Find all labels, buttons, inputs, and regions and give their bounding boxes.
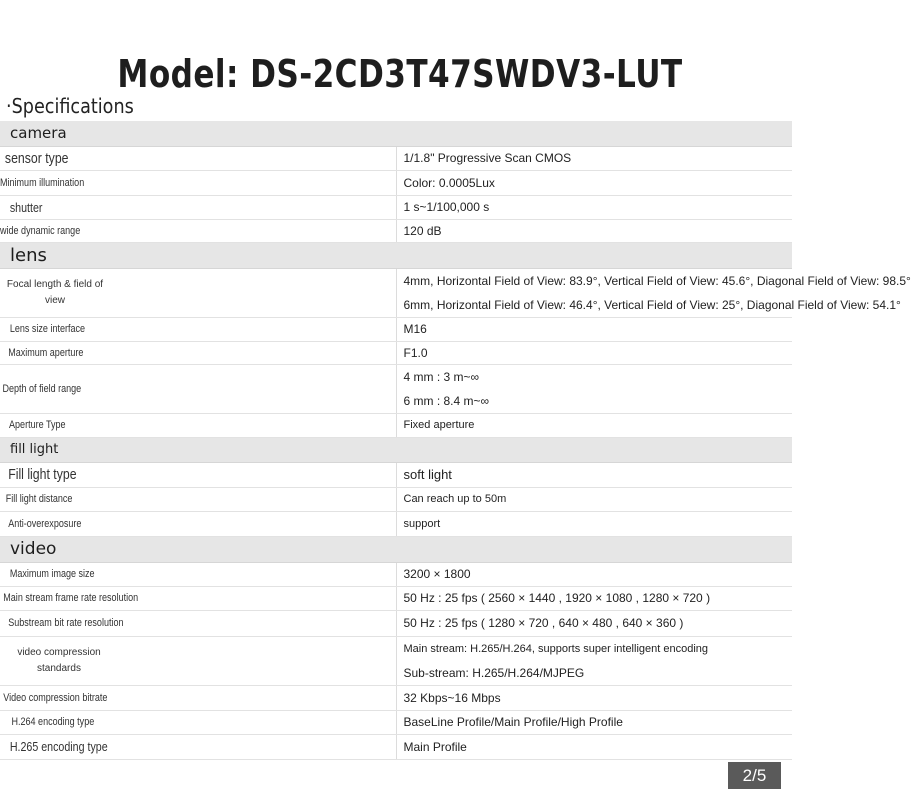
- section-title: fill light: [0, 437, 792, 462]
- value-aperture-type: Fixed aperture: [396, 413, 792, 437]
- label-wdr: wide dynamic range: [0, 224, 81, 237]
- compression-sub-stream: Sub-stream: H.265/H.264/MJPEG: [403, 665, 585, 680]
- table-row: [0, 413, 792, 437]
- focal-line-6mm: 6mm, Horizontal Field of View: 46.4°, Vertical Field of View: 25°, Diagonal Field of View: 54.1°: [403, 297, 901, 312]
- row-label: [0, 487, 396, 511]
- table-row: [0, 487, 792, 511]
- table-row: [0, 364, 792, 413]
- table-row: [0, 610, 792, 636]
- row-label: [0, 710, 396, 734]
- table-row: [0, 317, 792, 341]
- section-title: camera: [0, 121, 792, 146]
- table-row: [0, 268, 792, 317]
- focal-line-4mm: 4mm, Horizontal Field of View: 83.9°, Vertical Field of View: 45.6°, Diagonal Field of View: 98.5°: [403, 273, 911, 288]
- row-label: [0, 685, 396, 710]
- value-h265-type: Main Profile: [396, 734, 792, 759]
- table-row: [0, 170, 792, 195]
- table-row: [0, 685, 792, 710]
- label-sub-stream: Substream bit rate resolution: [8, 617, 124, 629]
- row-label: [0, 195, 396, 219]
- specifications-heading: ·Specifications: [6, 94, 134, 118]
- section-lens: [0, 242, 792, 268]
- row-label: [0, 511, 396, 536]
- row-label: [0, 610, 396, 636]
- table-row: [0, 219, 792, 242]
- value-max-image-size: 3200 × 1800: [396, 562, 792, 586]
- value-focal-length: [396, 268, 911, 317]
- label-focal-length: Focal length & field of view: [6, 278, 104, 306]
- table-row: [0, 462, 792, 487]
- value-anti-overexposure: support: [396, 511, 792, 536]
- row-label: [0, 146, 396, 170]
- value-sub-stream: 50 Hz : 25 fps ( 1280 × 720 , 640 × 480 , 640 × 360 ): [396, 610, 792, 636]
- spec-table: [0, 121, 911, 760]
- table-row: [0, 734, 792, 759]
- value-fill-light-type: soft light: [396, 462, 792, 487]
- label-aperture-type: Aperture Type: [9, 419, 66, 431]
- dof-line-6mm: 6 mm : 8.4 m~∞: [403, 393, 490, 408]
- value-h264-type: BaseLine Profile/Main Profile/High Profile: [396, 710, 792, 734]
- row-label: [0, 413, 396, 437]
- table-row: [0, 586, 792, 610]
- section-video: [0, 536, 792, 562]
- label-lens-interface: Lens size interface: [9, 323, 86, 335]
- row-label: [0, 219, 396, 242]
- table-row: [0, 146, 792, 170]
- value-depth-of-field: [396, 364, 792, 413]
- value-wdr: 120 dB: [396, 219, 792, 242]
- table-row: [0, 710, 792, 734]
- label-fill-light-distance: Fill light distance: [5, 493, 73, 505]
- label-main-stream: Main stream frame rate resolution: [3, 592, 139, 604]
- label-h264-type: H.264 encoding type: [11, 716, 95, 728]
- label-h265-type: H.265 encoding type: [9, 739, 108, 754]
- label-compression-bitrate: Video compression bitrate: [3, 691, 108, 704]
- dof-line-4mm: 4 mm : 3 m~∞: [403, 369, 480, 384]
- value-compression-bitrate: 32 Kbps~16 Mbps: [396, 685, 792, 710]
- value-compression-standards: [396, 636, 792, 685]
- row-label: [0, 586, 396, 610]
- label-sensor-type: sensor type: [4, 149, 69, 167]
- label-fill-light-type: Fill light type: [8, 466, 77, 483]
- page-indicator: 2/5: [728, 762, 781, 789]
- label-max-aperture: Maximum aperture: [8, 346, 84, 359]
- value-main-stream: 50 Hz : 25 fps ( 2560 × 1440 , 1920 × 1080 , 1280 × 720 ): [396, 586, 792, 610]
- page-title: Model: DS-2CD3T47SWDV3-LUT: [117, 52, 683, 96]
- section-title: video: [0, 536, 792, 562]
- table-row: [0, 195, 792, 219]
- label-compression-standards: video compression standards: [17, 646, 101, 674]
- label-max-image-size: Maximum image size: [9, 568, 95, 580]
- row-label: [0, 341, 396, 364]
- row-label: [0, 734, 396, 759]
- table-row: [0, 511, 792, 536]
- section-fill-light: [0, 437, 792, 462]
- label-depth-of-field: Depth of field range: [2, 382, 82, 395]
- table-row: [0, 636, 792, 685]
- row-label: [0, 462, 396, 487]
- label-min-illumination: Minimum illumination: [0, 176, 85, 189]
- table-row: [0, 341, 792, 364]
- value-max-aperture: F1.0: [396, 341, 792, 364]
- section-title: lens: [0, 242, 792, 268]
- row-label: [0, 364, 396, 413]
- table-row: [0, 562, 792, 586]
- row-label: [0, 636, 396, 685]
- row-label: [0, 562, 396, 586]
- label-shutter: shutter: [9, 199, 43, 215]
- value-lens-interface: M16: [396, 317, 792, 341]
- value-shutter: 1 s~1/100,000 s: [396, 195, 792, 219]
- section-camera: [0, 121, 792, 146]
- row-label: [0, 317, 396, 341]
- row-label: [0, 170, 396, 195]
- value-min-illumination: Color: 0.0005Lux: [396, 170, 792, 195]
- row-label: [0, 268, 396, 317]
- compression-main-stream: Main stream: H.265/H.264, supports super intelligent encoding: [403, 642, 709, 655]
- label-anti-overexposure: Anti-overexposure: [8, 517, 82, 530]
- value-fill-light-distance: Can reach up to 50m: [396, 487, 792, 511]
- value-sensor-type: 1/1.8" Progressive Scan CMOS: [396, 146, 792, 170]
